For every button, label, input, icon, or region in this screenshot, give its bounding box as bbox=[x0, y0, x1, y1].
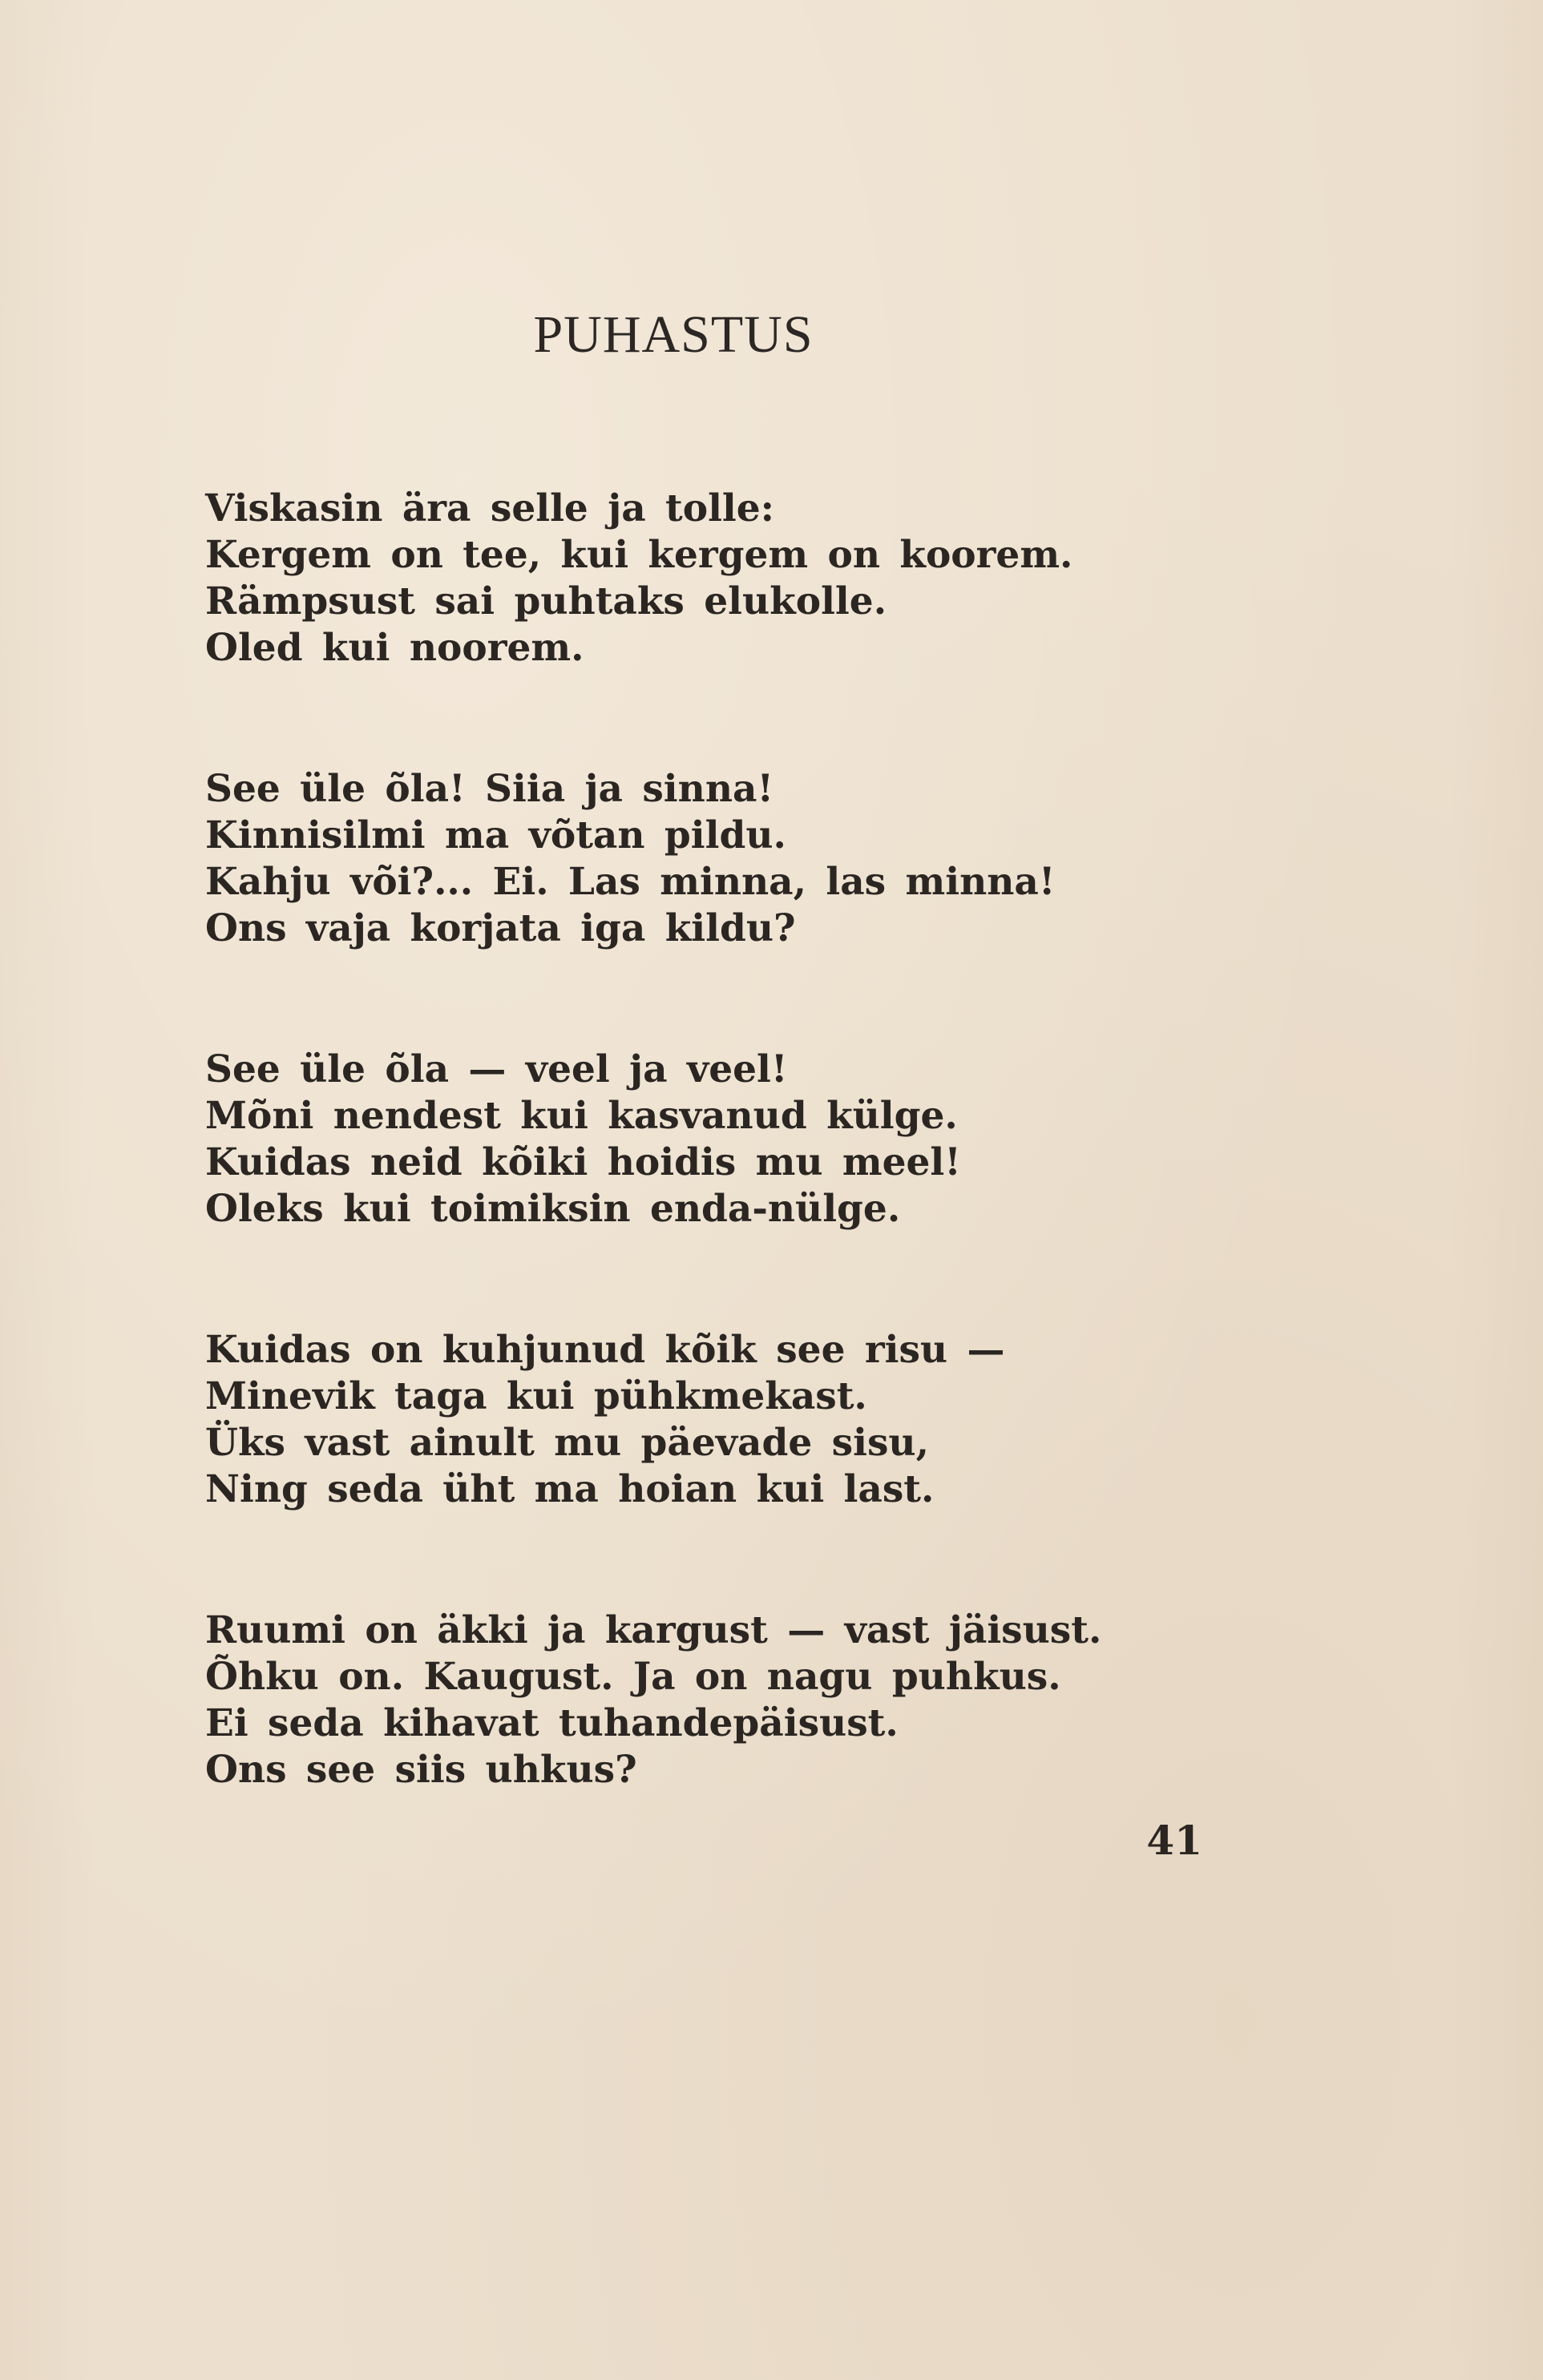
poem-line: Viskasin ära selle ja tolle: bbox=[205, 486, 775, 530]
poem-line: Mõni nendest kui kasvanud külge. bbox=[205, 1094, 958, 1138]
poem-line: Oled kui noorem. bbox=[205, 626, 584, 670]
poem-line: Oleks kui toimiksin enda-nülge. bbox=[205, 1187, 901, 1231]
stanza-1 bbox=[205, 486, 1247, 672]
poem-line: Üks vast ainult mu päevade sisu, bbox=[205, 1421, 929, 1465]
poem-line: See üle õla! Siia ja sinna! bbox=[205, 767, 774, 811]
poem-line: Rämpsust sai puhtaks elukolle. bbox=[205, 579, 887, 623]
poem-title: PUHASTUS bbox=[533, 305, 814, 364]
poem-line: See üle õla — veel ja veel! bbox=[205, 1047, 788, 1091]
poem-line: Ruumi on äkki ja kargust — vast jäisust. bbox=[205, 1608, 1102, 1652]
poem-line: Minevik taga kui pühkmekast. bbox=[205, 1374, 867, 1418]
poem-line: Kinnisilmi ma võtan pildu. bbox=[205, 813, 786, 857]
poem-line: Ons see siis uhkus? bbox=[205, 1748, 637, 1792]
poem-line: Ons vaja korjata iga kildu? bbox=[205, 906, 796, 950]
poem-line: Kergem on tee, kui kergem on koorem. bbox=[205, 533, 1073, 577]
poem-line: Ning seda üht ma hoian kui last. bbox=[205, 1467, 935, 1511]
stanza-2 bbox=[205, 766, 1247, 952]
poem-line: Õhku on. Kaugust. Ja on nagu puhkus. bbox=[205, 1655, 1061, 1699]
stanza-5 bbox=[205, 1608, 1247, 1793]
poem-line: Kahju või?... Ei. Las minna, las minna! bbox=[205, 860, 1056, 904]
poem-line: Kuidas on kuhjunud kõik see risu — bbox=[205, 1328, 1005, 1372]
poem-line: Ei seda kihavat tuhandepäisust. bbox=[205, 1701, 899, 1745]
stanza-4 bbox=[205, 1327, 1247, 1513]
stanza-3 bbox=[205, 1047, 1247, 1232]
poem-line: Kuidas neid kõiki hoidis mu meel! bbox=[205, 1140, 961, 1184]
page-number: 41 bbox=[1146, 1817, 1202, 1864]
poem-body bbox=[205, 486, 1247, 1888]
